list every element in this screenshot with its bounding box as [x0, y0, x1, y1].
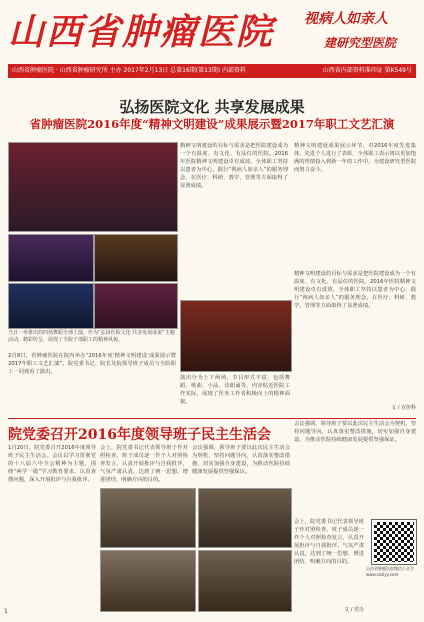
- article1-text-lower-left: 2月8日，省肿瘤医院在院内举办“2016年度‘精神文明建设’成果展示暨2017年职工文艺汇演”。院党委书记、院长及院领导班子成员与全院职工一同观看了演出。: [8, 353, 176, 375]
- photo-stage-wide: [180, 300, 292, 372]
- photo-meeting-4: [198, 550, 292, 612]
- issue-info-left: 山西省肿瘤医院 · 山西省肿瘤研究所 主办 2017年2月13日 总第16期(第13期) 内部资料: [12, 67, 247, 74]
- article2-col5: 会上，院党委书记代表领导班子作对照检查，班子成员逐一作个人对照检查发言，认真开展批评与自我批评，气氛严肃认真，达到了统一思想、增进团结、明确方向的目的。: [294, 519, 364, 565]
- photo-performance-1: [8, 234, 94, 282]
- article2-col1: 1月20日，院党委召开2016年度领导班子民主生活会。会议以学习贯彻党的十八届六中全会精神为主题，围绕“两学一做”学习教育要求，认真查摆问题，深入开展批评与自我批评。: [8, 445, 96, 483]
- article1-text-far-right: 精神文明建设成果展示环节，对2016年度先进集体、先进个人进行了表彰，全体职工表示将以更加饱满的热情投入到新一年的工作中，为建设研究型医院而努力奋斗。: [294, 143, 416, 173]
- article1-text-lower-right: 精神文明建设的目标与需求是把医院建设成为一个有温度、有文化、有品位的医院。2016年医院精神文明建设卓有成效，全体职工坚持以患者为中心，践行“视病人如亲人”的服务理念，在医疗、科研、教学、管理等方面取得了显著成绩。: [294, 271, 416, 309]
- article2-col4: 会议强调，领导班子要以此次民主生活会为契机，坚持问题导向，认真落实整改措施，切实加强自身建设，为推动医院持续健康发展提供坚强保证。: [294, 421, 416, 443]
- slogan-line-1: 视病人如亲人: [304, 11, 388, 27]
- photo-meeting-1: [100, 488, 196, 548]
- qr-caption: 山西省肿瘤医院微信公众号 www.sxzlyy.com: [366, 566, 414, 577]
- photo-meeting-2: [198, 488, 292, 548]
- article2-col2: 会上，院党委书记代表领导班子作对照检查，班子成员逐一作个人对照检查发言，认真开展批评与自我批评，气氛严肃认真，达到了统一思想、增进团结、明确方向的目的。: [100, 445, 188, 483]
- photo-meeting-3: [100, 550, 196, 612]
- article1-text-right: 精神文明建设的目标与需求是把医院建设成为一个有温度、有文化、有品位的医院。2016年医院精神文明建设卓有成效，全体职工坚持以患者为中心，践行“视病人如亲人”的服务理念，在医疗、科研、教学、管理等方面取得了显著成绩。: [180, 143, 288, 189]
- photo-performance-3: [8, 283, 94, 329]
- article1-author: 文 / 宣传科: [391, 405, 416, 411]
- issue-info-bar: [8, 64, 416, 78]
- slogan-line-2: 建研究型医院: [323, 36, 396, 50]
- page-number: 1: [4, 608, 8, 615]
- article2-title: 院党委召开2016年度领导班子民主生活会: [8, 427, 271, 443]
- photo-performance-2: [94, 234, 178, 282]
- photo-group-on-stage: [8, 142, 178, 232]
- article2-author: 文 / 党办: [344, 607, 364, 613]
- photo-performance-4: [94, 283, 178, 329]
- masthead-logo: 山西省肿瘤医院: [8, 11, 275, 53]
- issue-info-right: 山西省内部资料准印证 第K549号: [322, 67, 412, 74]
- section-divider: [8, 418, 416, 419]
- article2-col3: 会议强调，领导班子要以此次民主生活会为契机，坚持问题导向，认真落实整改措施，切实加强自身建设，为推动医院持续健康发展提供坚强保证。: [192, 445, 290, 475]
- headline-title: 省肿瘤医院2016年度“精神文明建设”成果展示暨2017年职工文艺汇演: [29, 117, 395, 131]
- photo-caption: 当日一举推出的四场舞蹈全部上演，作为“弘扬医院文化 共享发展成果”主题活动，精彩纷呈，展现了全院干部职工的精神风貌。: [8, 330, 175, 343]
- qr-code: [372, 520, 416, 564]
- article1-text-lower-mid: 演出分为上下两场，节目形式丰富，包括舞蹈、歌曲、小品、诗朗诵等，内容贴近医院工作实际，展现了医务工作者积极向上的精神面貌。: [180, 375, 290, 405]
- headline-kicker: 弘扬医院文化 共享发展成果: [119, 98, 305, 116]
